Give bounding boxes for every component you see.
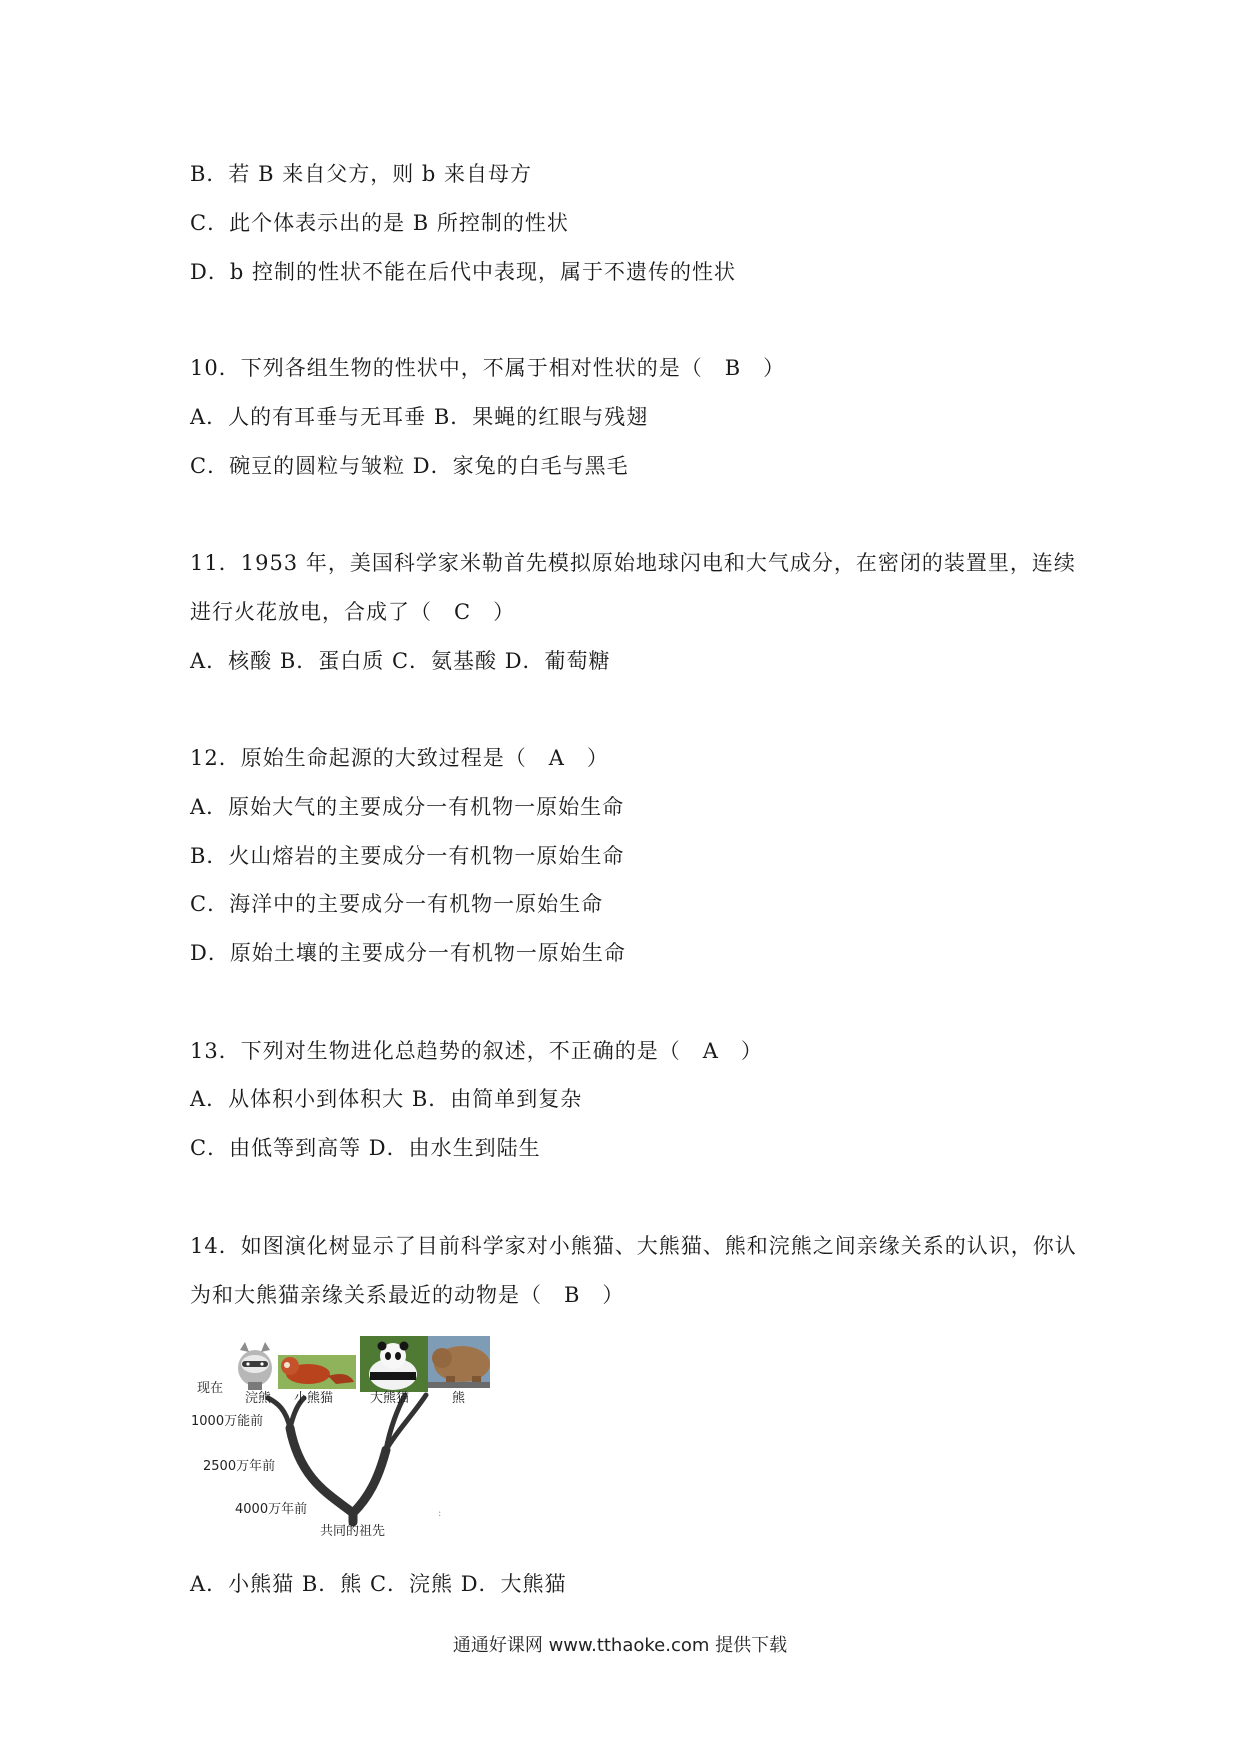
footer-source: 通通好课网 www.tthaoke.com 提供下载 — [452, 1635, 788, 1656]
q10-stem: 10．下列各组生物的性状中，不属于相对性状的是（ B ） — [190, 356, 786, 380]
q12-option-d: D．原始土壤的主要成分一有机物一原始生命 — [190, 941, 626, 965]
q13-stem: 13．下列对生物进化总趋势的叙述，不正确的是（ A ） — [190, 1039, 763, 1063]
q14-stem-line1: 14．如图演化树显示了目前科学家对小熊猫、大熊猫、熊和浣熊之间亲缘关系的认识，你认 — [190, 1234, 1077, 1258]
q9-option-c: C．此个体表示出的是 B 所控制的性状 — [190, 211, 569, 235]
q10-options-cd: C．碗豆的圆粒与皱粒 D．家兔的白毛与黑毛 — [190, 454, 629, 478]
label-time-3: 4000万年前 — [235, 1502, 308, 1517]
q10-options-ab: A．人的有耳垂与无耳垂 B．果蝇的红眼与残翅 — [190, 405, 649, 429]
q12-option-c: C．海洋中的主要成分一有机物一原始生命 — [190, 892, 604, 916]
q9-option-b: B．若 B 来自父方，则 b 来自母方 — [190, 162, 533, 186]
q12-option-a: A．原始大气的主要成分一有机物一原始生命 — [190, 795, 625, 819]
label-red-panda: 小熊猫 — [294, 1391, 334, 1406]
q13-options-ab: A．从体积小到体积大 B．由简单到复杂 — [190, 1087, 583, 1111]
label-giant-panda: 大熊猫 — [370, 1391, 410, 1406]
q12-stem: 12．原始生命起源的大致过程是（ A ） — [190, 746, 609, 770]
q11-options: A．核酸 B．蛋白质 C．氨基酸 D．葡萄糖 — [190, 649, 611, 673]
giant-panda-photo — [360, 1336, 428, 1392]
q14-stem-line2: 为和大熊猫亲缘关系最近的动物是（ B ） — [190, 1283, 625, 1307]
label-raccoon: 浣熊 — [245, 1391, 272, 1406]
stray-mark: : — [438, 1508, 442, 1519]
label-time-2: 2500万年前 — [203, 1459, 276, 1474]
q14-options: A．小熊猫 B．熊 C．浣熊 D．大熊猫 — [190, 1572, 567, 1596]
q9-option-d: D．b 控制的性状不能在后代中表现，属于不遗传的性状 — [190, 260, 736, 284]
label-common-ancestor: 共同的祖先 — [320, 1524, 386, 1539]
bear-photo — [428, 1336, 490, 1388]
evolution-tree-figure — [190, 1330, 520, 1560]
label-bear: 熊 — [452, 1391, 466, 1406]
q12-option-b: B．火山熔岩的主要成分一有机物一原始生命 — [190, 844, 625, 868]
label-now: 现在 — [197, 1381, 224, 1396]
raccoon-photo — [236, 1342, 274, 1390]
q11-stem-line1: 11．1953 年，美国科学家米勒首先模拟原始地球闪电和大气成分，在密闭的装置里，连续 — [190, 551, 1076, 575]
red-panda-photo — [278, 1355, 356, 1389]
q13-options-cd: C．由低等到高等 D．由水生到陆生 — [190, 1136, 541, 1160]
label-time-1: 1000万能前 — [191, 1414, 264, 1429]
q11-stem-line2: 进行火花放电，合成了（ C ） — [190, 600, 516, 624]
